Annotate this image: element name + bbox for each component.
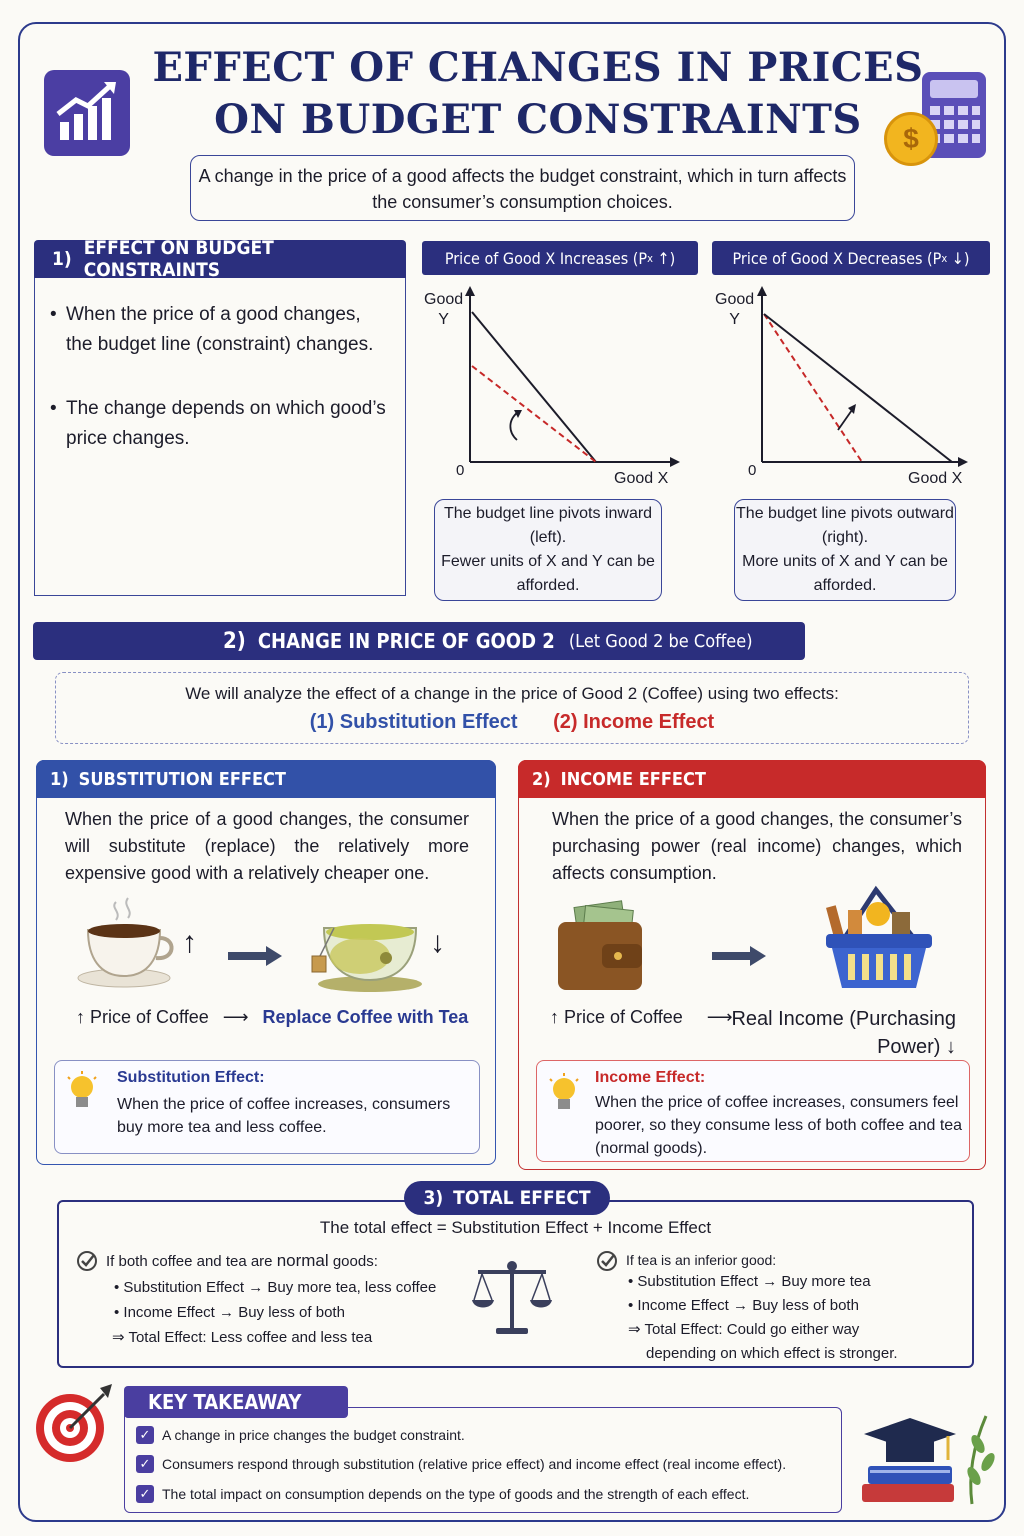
graph-increase-x-label: Good X <box>614 470 669 487</box>
subscript-x: x <box>941 251 948 265</box>
y-label-line: Good <box>715 291 755 308</box>
takeaway-text: A change in price changes the budget constraint. <box>162 1427 465 1443</box>
graph-decrease-header <box>712 241 990 275</box>
graph-decrease-heading: Price of Good X Decreases (P <box>732 248 942 268</box>
income-heading: INCOME EFFECT <box>560 768 706 790</box>
substitution-note <box>54 1060 480 1154</box>
budget-line-original <box>472 312 596 462</box>
analyze-text: We will analyze the effect of a change in the price of Good 2 (Coffee) using two effects: <box>185 684 839 703</box>
arrow-up-icon: ↑ <box>182 926 197 959</box>
section2-header <box>33 622 805 660</box>
section1-bullet-1: • When the price of a good changes, the budget line (constraint) changes. <box>50 300 400 360</box>
tea-cup-icon <box>304 912 428 1001</box>
key-takeaway-heading: KEY TAKEAWAY <box>148 1390 302 1414</box>
total-heading: TOTAL EFFECT <box>453 1187 591 1209</box>
bullet-text: The change depends on which good’s price changes. <box>66 398 386 449</box>
flow-left: ↑ Price of Coffee <box>76 1007 209 1027</box>
section1-number: 1) <box>52 248 72 270</box>
section1-header <box>34 237 406 281</box>
income-flow-right <box>730 1005 956 1061</box>
total-right-title: If tea is an inferior good: <box>626 1252 777 1268</box>
arrow-down-icon: ↓ <box>430 926 445 959</box>
section1-bullet-2: • The change depends on which good’s price changes. <box>50 394 400 454</box>
flow-arrow: ⟶ <box>222 1007 249 1027</box>
effect2-label: (2) Income Effect <box>553 711 715 733</box>
y-label-line: Y <box>729 311 740 328</box>
arrow-up-label: ↑) <box>657 248 676 268</box>
effect1-label: (1) Substitution Effect <box>309 711 518 733</box>
budget-line-new <box>472 366 596 462</box>
total-left-title <box>106 1251 378 1271</box>
shopping-basket-icon <box>816 884 942 1001</box>
check-circle-icon <box>596 1250 618 1277</box>
total-right-item: • Substitution Effect → Buy more tea <box>628 1273 871 1290</box>
page-title <box>150 42 926 146</box>
section2-heading-note: (Let Good 2 be Coffee) <box>568 630 753 652</box>
key-takeaway-header <box>124 1386 348 1418</box>
takeaway-item <box>136 1455 786 1473</box>
flow-right-line: Power) ↓ <box>877 1036 956 1058</box>
substitution-number: 1) <box>50 768 69 790</box>
graph-increase-y-label <box>424 290 463 330</box>
checkbox-icon: ✓ <box>136 1485 154 1503</box>
income-note <box>536 1060 970 1162</box>
chart-growth-icon <box>44 70 130 156</box>
graph-decrease-x-label: Good X <box>908 470 963 487</box>
substitution-text: When the price of a good changes, the consumer will substitute (replace) the relatively more expensive good with a relatively cheaper one. <box>65 809 469 883</box>
coffee-cup-icon <box>76 892 186 997</box>
checkbox-icon: ✓ <box>136 1426 154 1444</box>
caption-line: More units of X and Y can be afforded. <box>742 553 948 594</box>
title-line-1: EFFECT OF CHANGES IN PRICES <box>152 44 924 91</box>
graph-increase-heading: Price of Good X Increases (P <box>444 248 648 268</box>
title-line-2: ON BUDGET CONSTRAINTS <box>214 96 862 143</box>
caption-line: The budget line pivots inward (left). <box>443 505 653 546</box>
target-icon <box>30 1380 116 1471</box>
section2-heading: CHANGE IN PRICE OF GOOD 2 <box>257 629 555 653</box>
budget-line-original <box>764 314 862 462</box>
income-text: When the price of a good changes, the consumer’s purchasing power (real income) changes, which affects consumption. <box>552 809 962 883</box>
right-arrow-icon <box>228 944 284 973</box>
intro-text: A change in the price of a good affects the budget constraint, which in turn affects the consumer’s consumption choices. <box>198 166 847 212</box>
y-label-line: Good <box>424 291 464 308</box>
balance-scale-icon <box>470 1256 554 1345</box>
arrow-down-label: ↓) <box>951 248 970 268</box>
wallet-icon <box>554 900 648 999</box>
flow-left: ↑ Price of Coffee <box>550 1007 683 1027</box>
total-number: 3) <box>423 1187 444 1209</box>
takeaway-text: The total impact on consumption depends on the type of goods and the strength of each effect. <box>162 1486 750 1502</box>
total-left-item: • Income Effect → Buy less of both <box>114 1304 345 1321</box>
total-left-item: • Substitution Effect → Buy more tea, less coffee <box>114 1279 437 1296</box>
takeaway-text: Consumers respond through substitution (relative price effect) and income effect (real income effect). <box>162 1456 787 1472</box>
left-title-normal: normal <box>276 1251 329 1270</box>
takeaway-item <box>136 1485 749 1503</box>
subscript-x: x <box>647 251 653 265</box>
flow-right: Replace Coffee with Tea <box>262 1007 469 1027</box>
graduation-books-icon <box>856 1404 996 1513</box>
right-arrow-icon <box>712 944 768 973</box>
substitution-heading: SUBSTITUTION EFFECT <box>78 768 286 790</box>
section1-heading: EFFECT ON BUDGET CONSTRAINTS <box>83 237 274 281</box>
total-right-item: depending on which effect is stronger. <box>646 1345 898 1362</box>
caption-line: Fewer units of X and Y can be afforded. <box>441 553 655 594</box>
intro-box <box>190 155 855 221</box>
income-flow-left <box>550 1007 733 1028</box>
graph-increase-caption <box>434 499 662 601</box>
flow-right-line: Real Income (Purchasing <box>731 1008 956 1030</box>
substitution-header <box>36 760 496 798</box>
total-formula: The total effect = Substitution Effect + Income Effect <box>319 1218 712 1237</box>
light-bulb-icon <box>65 1071 99 1120</box>
total-right-list <box>628 1270 968 1366</box>
graph-increase-origin: 0 <box>456 462 465 479</box>
total-effect-header <box>404 1181 610 1215</box>
coin-icon: $ <box>884 112 938 166</box>
total-left-list <box>112 1275 472 1350</box>
substitution-note-title: Substitution Effect: <box>117 1069 265 1086</box>
income-note-body: When the price of coffee increases, consumers feel poorer, so they consume less of both coffee and tea (normal goods). <box>595 1094 963 1157</box>
check-circle-icon <box>76 1250 98 1277</box>
substitution-note-body: When the price of coffee increases, consumers buy more tea and less coffee. <box>117 1096 451 1136</box>
total-left-item: ⇒ Total Effect: Less coffee and less tea <box>112 1329 373 1346</box>
left-title-part: If both coffee and tea are <box>106 1253 277 1270</box>
caption-line: The budget line pivots outward (right). <box>736 505 954 546</box>
graph-decrease-caption <box>734 499 956 601</box>
y-label-line: Y <box>438 311 449 328</box>
left-title-part: goods: <box>328 1253 378 1270</box>
section2-number: 2) <box>223 628 246 654</box>
checkbox-icon: ✓ <box>136 1455 154 1473</box>
income-number: 2) <box>532 768 551 790</box>
flow-arrow: ⟶ <box>706 1007 733 1027</box>
graph-decrease-origin: 0 <box>748 462 757 479</box>
substitution-flow <box>76 1007 468 1028</box>
total-right-item: • Income Effect → Buy less of both <box>628 1297 859 1314</box>
income-header <box>518 760 986 798</box>
budget-line-new <box>764 314 952 462</box>
total-right-item: ⇒ Total Effect: Could go either way <box>628 1321 860 1338</box>
takeaway-item <box>136 1426 465 1444</box>
graph-increase-header <box>422 241 698 275</box>
light-bulb-icon <box>547 1073 581 1122</box>
analyze-box <box>55 672 969 744</box>
income-note-title: Income Effect: <box>595 1069 706 1086</box>
graph-decrease-y-label <box>715 290 754 330</box>
bullet-text: When the price of a good changes, the budget line (constraint) changes. <box>66 304 374 355</box>
